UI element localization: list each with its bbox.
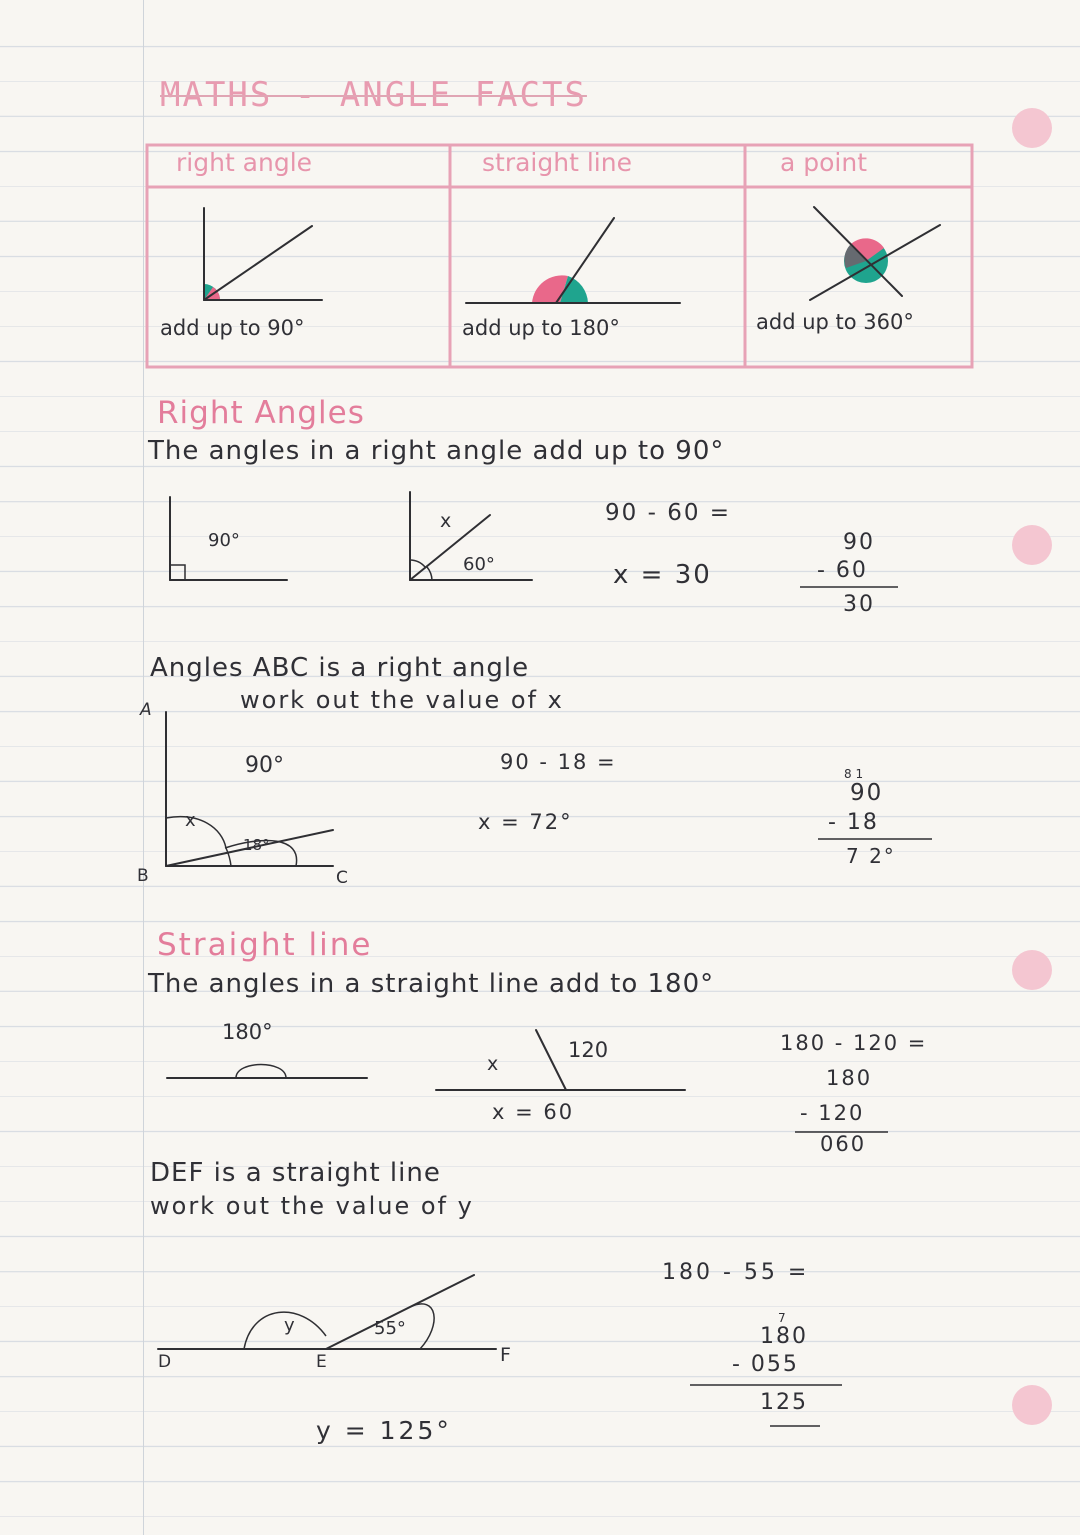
label: 180° <box>222 1020 273 1044</box>
table-header-a-point: a point <box>780 148 868 177</box>
column-sum: 30 <box>843 592 875 617</box>
column-sum: - 055 <box>732 1352 799 1377</box>
label: x <box>487 1053 499 1075</box>
label: 90° <box>245 753 284 778</box>
point-label: D <box>158 1352 172 1372</box>
label: x <box>185 810 196 831</box>
column-sum: 180 <box>760 1324 808 1349</box>
question: DEF is a straight line <box>150 1158 441 1188</box>
point-label: C <box>336 868 348 888</box>
table-header-right-angle: right angle <box>176 148 313 177</box>
column-sum-carry: 7 <box>778 1311 786 1325</box>
label: y <box>284 1315 295 1336</box>
column-sum: - 18 <box>828 810 879 835</box>
column-sum: 90 <box>850 780 884 806</box>
section-heading-straight-line: Straight line <box>157 927 373 963</box>
caption-right-angle: add up to 90° <box>160 316 305 340</box>
column-sum: 7 2° <box>846 844 896 868</box>
label: 18° <box>243 836 270 854</box>
point-label: B <box>137 866 149 886</box>
working: x = 60 <box>492 1100 575 1124</box>
working: 180 - 55 = <box>662 1260 810 1285</box>
column-sum: - 60 <box>817 558 868 583</box>
working: x = 72° <box>478 810 573 834</box>
point-label: A <box>140 700 152 720</box>
column-sum: 180 <box>826 1066 873 1090</box>
working: 90 - 60 = <box>605 500 732 526</box>
right-angle-rule: The angles in a right angle add up to 90° <box>148 436 725 466</box>
label: x <box>440 510 452 532</box>
column-sum: 90 <box>843 530 875 555</box>
label: 60° <box>463 554 495 575</box>
working: x = 30 <box>613 560 712 590</box>
section-heading-right-angles: Right Angles <box>157 395 365 431</box>
label: 120 <box>568 1038 609 1062</box>
column-sum: 060 <box>820 1132 867 1156</box>
straight-line-rule: The angles in a straight line add to 180° <box>148 969 715 999</box>
working: 180 - 120 = <box>780 1031 928 1055</box>
page-title: MATHS - ANGLE FACTS <box>160 75 587 115</box>
column-sum: - 120 <box>800 1101 865 1125</box>
label: 90° <box>208 530 240 551</box>
question: work out the value of x <box>240 686 564 714</box>
working: 90 - 18 = <box>500 750 617 774</box>
column-sum-carry: 8 1 <box>844 767 864 781</box>
column-sum: 125 <box>760 1390 808 1415</box>
table-header-straight-line: straight line <box>482 148 632 177</box>
caption-straight-line: add up to 180° <box>462 316 620 340</box>
caption-a-point: add up to 360° <box>756 310 914 334</box>
question: work out the value of y <box>150 1192 474 1220</box>
point-label: E <box>316 1352 327 1372</box>
question: Angles ABC is a right angle <box>150 653 530 683</box>
label: 55° <box>374 1318 406 1339</box>
answer: y = 125° <box>316 1416 452 1445</box>
point-label: F <box>500 1344 511 1366</box>
